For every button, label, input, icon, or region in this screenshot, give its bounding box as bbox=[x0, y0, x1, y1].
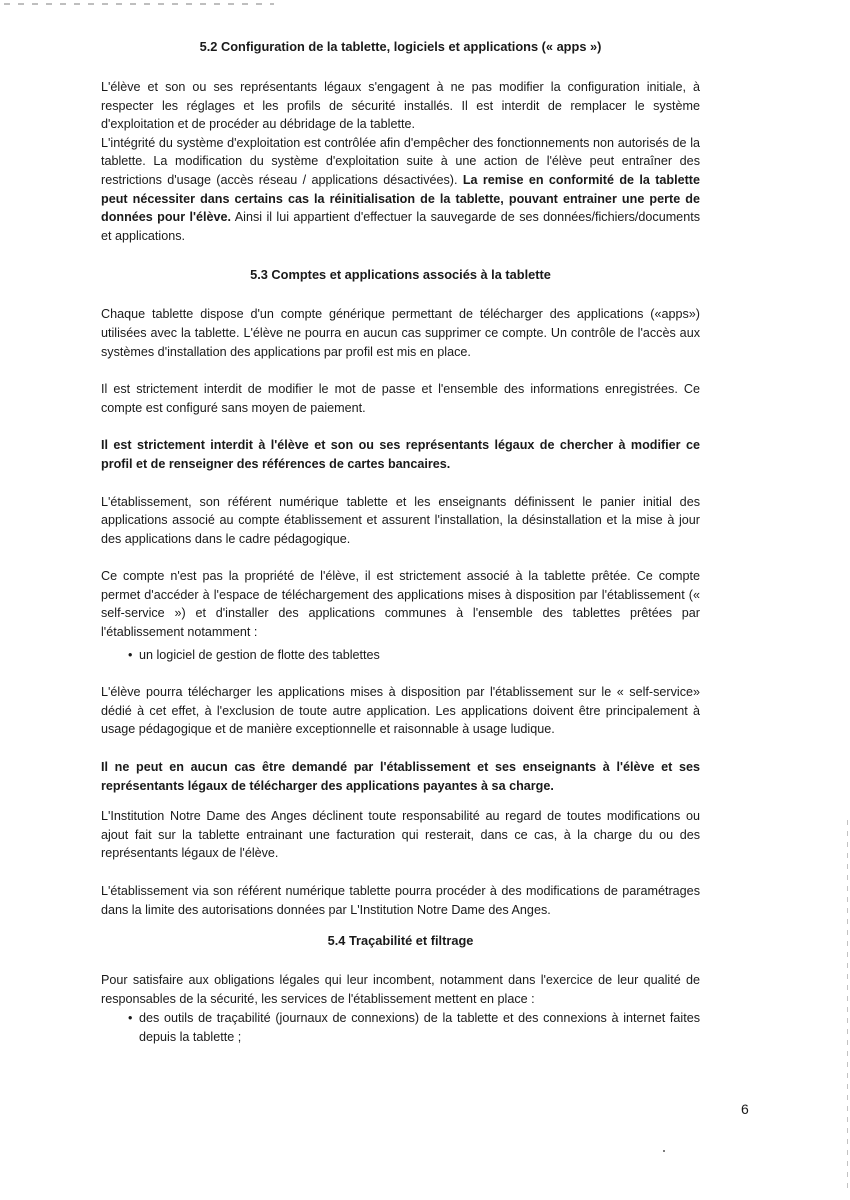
paragraph: Chaque tablette dispose d'un compte générique permettant de télécharger des applications («apps») utilisées avec la tablette. L'élève ne pourra en aucun cas supprimer ce compte. Un contrôle de l'accès aux systèmes d'installation des applications par profil est mis en place. bbox=[101, 307, 700, 359]
page-number: 6 bbox=[741, 1101, 749, 1117]
paragraph: Pour satisfaire aux obligations légales qui leur incombent, notamment dans l'exercice de leur qualité de responsables de la sécurité, les services de l'établissement mettent en place : bbox=[101, 973, 700, 1006]
paragraph: Ce compte n'est pas la propriété de l'élève, il est strictement associé à la tablette prêtée. Ce compte permet d'accéder à l'espace de téléchargement des applications mises à disposition par l'établissement (« self-service ») et d'installer des applications communes à l'ensemble des tablettes prêtées par l'établissement notamment : bbox=[101, 569, 700, 640]
paragraph: L'établissement via son référent numérique tablette pourra procéder à des modifications de paramétrages dans la limite des autorisations données par L'Institution Notre Dame des Anges. bbox=[101, 884, 700, 917]
paragraph-text: L'intégrité du système d'exploitation est contrôlée afin d'empêcher des fonctionnements non autorisés de la tablette. La modification du système d'exploitation suite à une action de l'élève peut entraîner des restrictions d'usage (accès réseau / applications désactivées). bbox=[101, 135, 700, 187]
section-heading-5-2: 5.2 Configuration de la tablette, logiciels et applications (« apps ») bbox=[199, 39, 602, 54]
paragraph: L'élève pourra télécharger les applications mises à disposition par l'établissement sur le « self-service» dédié à cet effet, à l'exclusion de toute autre application. Les applications doivent être principalement à usage pédagogique et de manière exceptionnelle et raisonnable à usage ludique. bbox=[101, 685, 700, 737]
paragraph: L'établissement, son référent numérique tablette et les enseignants définissent le panier initial des applications associé au compte établissement et assurent l'installation, la désinstallation et la mise à jour des applications dans le cadre pédagogique. bbox=[101, 494, 700, 546]
bold-text: La remise en conformité de la tablette peut nécessiter dans certains cas la réinitialisation de la tablette, pouvant entrainer une perte de données pour l'élève. bbox=[101, 172, 701, 225]
list-item: • des outils de traçabilité (journaux de connexions) de la tablette et des connexions à internet faites depuis la tablette ; bbox=[101, 1009, 700, 1046]
paragraph: Il est strictement interdit de modifier le mot de passe et l'ensemble des informations enregistrées. Ce compte est configuré sans moyen de paiement. bbox=[101, 382, 700, 415]
document-page bbox=[101, 38, 700, 1047]
section-heading-5-4: 5.4 Traçabilité et filtrage bbox=[327, 933, 474, 949]
bullet-list bbox=[101, 646, 700, 665]
bold-paragraph: Il est strictement interdit à l'élève et son ou ses représentants légaux de chercher à modifier ce profil et de renseigner des références de cartes bancaires. bbox=[101, 438, 700, 471]
bold-paragraph: Il ne peut en aucun cas être demandé par l'établissement et ses enseignants à l'élève et ses représentants légaux de télécharger des applications payantes à sa charge. bbox=[101, 760, 700, 793]
scan-artifact bbox=[4, 3, 274, 5]
bullet-list bbox=[101, 1009, 700, 1046]
list-item: • un logiciel de gestion de flotte des tablettes bbox=[101, 646, 700, 665]
paragraph: L'Institution Notre Dame des Anges déclinent toute responsabilité au regard de toutes modifications ou ajout fait sur la tablette entrainant une facturation qui resterait, dans ce cas, à la charge du ou des représentants légaux de l'élève. bbox=[101, 809, 700, 861]
scan-speck bbox=[663, 1150, 665, 1152]
section-heading-5-3: 5.3 Comptes et applications associés à la tablette bbox=[250, 267, 551, 283]
paragraph bbox=[101, 134, 700, 246]
paragraph-text: Ainsi il lui appartient d'effectuer la sauvegarde de ses données/fichiers/documents et applications. bbox=[101, 210, 700, 243]
scan-edge-artifact bbox=[847, 820, 848, 1190]
paragraph: L'élève et son ou ses représentants légaux s'engagent à ne pas modifier la configuration initiale, à respecter les réglages et les profils de sécurité installés. Il est interdit de remplacer le système d'exploitation et de procéder au débridage de la tablette. bbox=[101, 80, 700, 132]
